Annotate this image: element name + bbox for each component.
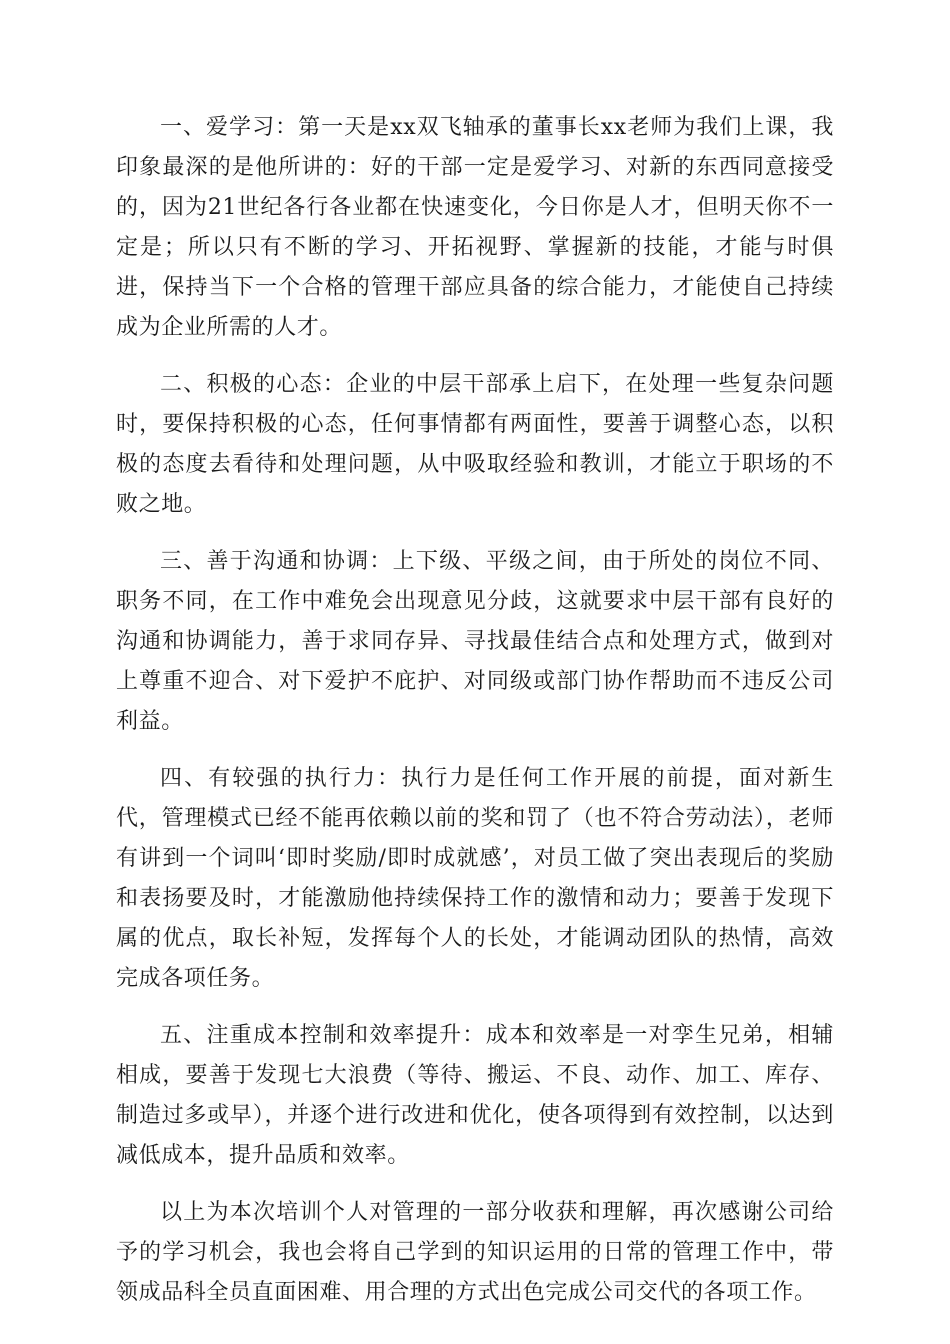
paragraph-cost-control: 五、注重成本控制和效率提升：成本和效率是一对孪生兄弟，相辅相成，要善于发现七大浪费（等待、搬运、不良、动作、加工、库存、制造过多或早），并逐个进行改进和优化，使各项得到有效控制，以达到减低成本，提升品质和效率。 [116,1023,834,1168]
paragraph-positive-attitude: 二、积极的心态：企业的中层干部承上启下，在处理一些复杂问题时，要保持积极的心态，任何事情都有两面性，要善于调整心态，以积极的态度去看待和处理问题，从中吸取经验和教训，才能立于职场的不败之地。 [116,372,834,517]
document-page [116,108,834,1330]
paragraph-love-learning: 一、爱学习：第一天是xx双飞轴承的董事长xx老师为我们上课，我印象最深的是他所讲的：好的干部一定是爱学习、对新的东西同意接受的，因为21世纪各行各业都在快速变化，今日你是人才，但明天你不一定是；所以只有不断的学习、开拓视野、掌握新的技能，才能与时俱进，保持当下一个合格的管理干部应具备的综合能力，才能使自己持续成为企业所需的人才。 [116,115,834,340]
paragraph-execution: 四、有较强的执行力：执行力是任何工作开展的前提，面对新生代，管理模式已经不能再依赖以前的奖和罚了（也不符合劳动法），老师有讲到一个词叫‘即时奖励/即时成就感’，对员工做了突出表现后的奖励和表扬要及时，才能激励他持续保持工作的激情和动力；要善于发现下属的优点，取长补短，发挥每个人的长处，才能调动团队的热情，高效完成各项任务。 [116,766,834,991]
paragraph-communication: 三、善于沟通和协调：上下级、平级之间，由于所处的岗位不同、职务不同，在工作中难免会出现意见分歧，这就要求中层干部有良好的沟通和协调能力，善于求同存异、寻找最佳结合点和处理方式，做到对上尊重不迎合、对下爱护不庇护、对同级或部门协作帮助而不违反公司利益。 [116,549,834,734]
paragraph-conclusion: 以上为本次培训个人对管理的一部分收获和理解，再次感谢公司给予的学习机会，我也会将自己学到的知识运用的日常的管理工作中，带领成品科全员直面困难、用合理的方式出色完成公司交代的各项工作。 [116,1200,834,1305]
